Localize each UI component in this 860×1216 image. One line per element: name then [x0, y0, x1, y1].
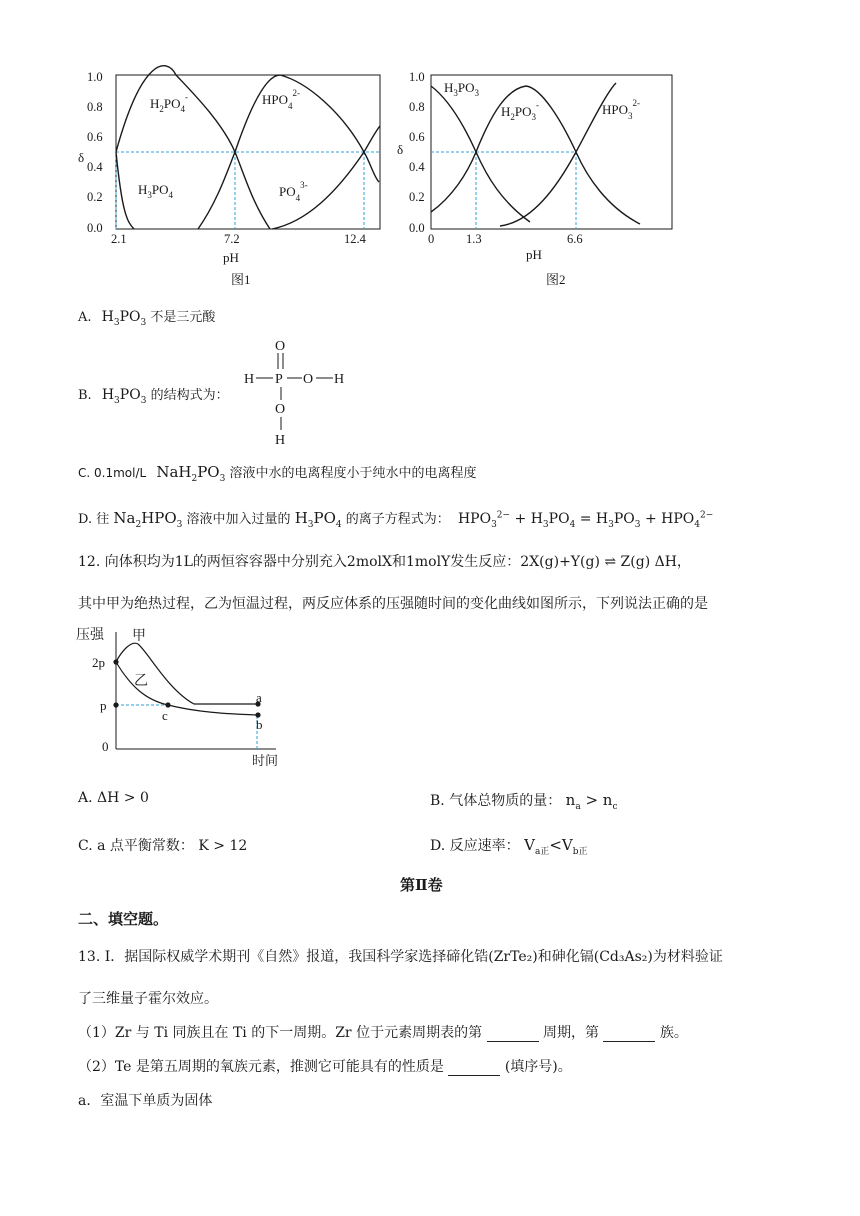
fig3-point-start	[113, 659, 118, 664]
q11-option-d-letter: D. 往	[78, 512, 110, 527]
fig2-ytick-1: 1.0	[409, 70, 425, 84]
q13-sub2-text1: （2）Te 是第五周期的氧族元素，推测它可能具有的性质是	[78, 1059, 444, 1075]
q11-option-b	[78, 384, 229, 406]
q11-option-d-formula1: $Na_2HPO_3$	[113, 509, 183, 530]
fig1-ytick-02: 0.2	[87, 190, 103, 204]
q11-option-a-text: 不是三元酸	[150, 310, 216, 325]
fig1-xtick-2.1: 2.1	[111, 232, 127, 246]
q11-option-b-letter: B.	[78, 388, 92, 403]
q11-option-d-text1: 溶液中加入过量的	[186, 512, 291, 527]
section-heading: 二、填空题。	[78, 910, 169, 928]
fig3-ylabel: 压强	[76, 628, 104, 643]
fig2-label-h3po3: $H_3PO_3$	[444, 80, 480, 98]
q11-option-c-text: 溶液中水的电离程度小于纯水中的电离程度	[229, 466, 477, 481]
fig2-xtick-0: 0	[428, 232, 435, 246]
q11-option-a-formula: $H_3PO_3$	[101, 309, 147, 328]
q11-option-d-equation: $HPO_3^{2-} + H_3PO_4 = H_3PO_3 + HPO_4^{2-}$	[457, 510, 714, 530]
fig1-ylabel: δ	[78, 150, 85, 165]
fig3-point-c	[165, 702, 170, 707]
fig2-ytick-02: 0.2	[409, 190, 425, 204]
fig3-ytick-p: p	[100, 698, 107, 713]
q11-option-b-formula: $H_3PO_3$	[101, 387, 147, 406]
fig1-ytick-08: 0.8	[87, 100, 103, 114]
q11-option-a-letter: A.	[78, 310, 92, 325]
struct-atom-p: P	[275, 372, 283, 387]
fig1-ytick-04: 0.4	[87, 160, 103, 174]
q11-option-a	[78, 306, 215, 328]
q13-blank-properties[interactable]	[448, 1062, 500, 1076]
fig3-point-p	[113, 702, 118, 707]
fig2-caption: 图2	[546, 272, 566, 287]
fig1-label-h2po4: $H_2PO_4^-$	[150, 92, 189, 114]
q12-option-d-text: D. 反应速率：	[430, 838, 520, 854]
fig2-ytick-08: 0.8	[409, 100, 425, 114]
fig1-caption: 图1	[231, 272, 251, 287]
figure-3-pressure-time	[76, 622, 296, 772]
struct-atom-o-top: O	[275, 339, 286, 354]
q12-option-a: A. ΔH > 0	[78, 790, 149, 806]
fig1-xtick-7.2: 7.2	[224, 232, 240, 246]
fig3-label-jia: 甲	[132, 629, 146, 644]
q13-item-a: a．室温下单质为固体	[78, 1093, 213, 1109]
q12-option-b-text: B. 气体总物质的量：	[430, 793, 562, 809]
q13-sub1-text2: 周期，第	[542, 1025, 599, 1041]
q11-option-d-text2: 的离子方程式为：	[345, 512, 450, 527]
fig2-ytick-04: 0.4	[409, 160, 425, 174]
struct-atom-h-right: H	[334, 372, 345, 387]
q11-option-d	[78, 508, 713, 530]
q12-stem-line2: 其中甲为绝热过程，乙为恒温过程，两反应体系的压强随时间的变化曲线如图所示，下列说法正确的是	[78, 596, 708, 612]
q13-sub2-text2: (填序号)。	[504, 1059, 572, 1075]
fig3-label-a: a	[256, 690, 262, 705]
struct-atom-o-right: O	[303, 372, 314, 387]
fig2-ytick-06: 0.6	[409, 130, 425, 144]
fig1-ytick-06: 0.6	[87, 130, 103, 144]
fig3-ytick-0: 0	[102, 739, 109, 754]
fig1-label-hpo4: $HPO_4^{2-}$	[262, 88, 301, 111]
fig1-curve-h2po4	[116, 66, 270, 229]
q11-option-b-text: 的结构式为：	[150, 388, 229, 403]
structural-formula	[240, 336, 360, 451]
fig2-xtick-1.3: 1.3	[466, 232, 482, 246]
q13-blank-period[interactable]	[487, 1028, 539, 1042]
fig2-xlabel: pH	[526, 247, 542, 262]
figure-2	[392, 62, 692, 292]
fig1-xlabel: pH	[223, 250, 239, 265]
q11-option-c-formula: $NaH_2PO_3$	[156, 463, 226, 484]
fig3-label-b: b	[256, 717, 263, 732]
q12-option-b-expr: $n_a > n_c$	[565, 791, 618, 812]
fig2-ytick-00: 0.0	[409, 221, 425, 235]
q13-sub1-text3: 族。	[659, 1025, 688, 1041]
fig3-xlabel: 时间	[252, 753, 279, 768]
q13-sub1	[78, 1022, 688, 1042]
q11-option-c	[78, 462, 477, 484]
fig1-curve-h3po4	[116, 152, 134, 229]
fig3-ytick-2p: 2p	[92, 655, 105, 670]
fig2-label-hpo3: $HPO_3^{2-}$	[602, 98, 641, 121]
figure-1	[72, 62, 392, 292]
fig3-label-c: c	[162, 708, 168, 723]
fig1-label-h3po4: $H_3PO_4$	[138, 182, 174, 200]
q12-option-c: C. a 点平衡常数： K > 12	[78, 838, 248, 854]
fig2-ylabel: δ	[397, 142, 404, 157]
q13-sub2	[78, 1056, 572, 1076]
fig1-ytick-00: 0.0	[87, 221, 103, 235]
q12-option-d-expr: $V_{a正}<V_{b正}$	[524, 836, 588, 857]
q13-blank-group[interactable]	[603, 1028, 655, 1042]
q13-line2: 了三维量子霍尔效应。	[78, 991, 218, 1007]
struct-atom-h-bottom: H	[275, 433, 286, 448]
fig3-label-yi: 乙	[134, 674, 148, 689]
q13-line1: 13. I．据国际权威学术期刊《自然》报道，我国科学家选择碲化锆(ZrTe₂)和砷化镉(Cd₃As₂)为材料验证	[78, 949, 723, 965]
struct-atom-h-left: H	[244, 372, 255, 387]
q12-option-b	[430, 790, 618, 812]
q11-option-c-letter: C. 0.1mol/L	[78, 466, 147, 480]
fig1-ytick-1: 1.0	[87, 70, 103, 84]
fig2-xtick-6.6: 6.6	[567, 232, 583, 246]
struct-atom-o-bottom: O	[275, 402, 286, 417]
q11-option-d-formula2: $H_3PO_4$	[294, 509, 342, 530]
fig1-label-po4: $PO_4^{3-}$	[279, 180, 308, 203]
fig2-label-h2po3: $H_2PO_3^-$	[501, 100, 540, 122]
q13-sub1-text1: （1）Zr 与 Ti 同族且在 Ti 的下一周期。Zr 位于元素周期表的第	[78, 1025, 483, 1041]
fig1-xtick-12.4: 12.4	[344, 232, 366, 246]
q12-option-d	[430, 835, 587, 857]
q12-stem-line1: 12. 向体积均为1L的两恒容容器中分别充入2molX和1molY发生反应：2X(g)+Y(g) ⇌ Z(g) ΔH，	[78, 554, 691, 570]
section-title: 第Ⅱ卷	[400, 876, 443, 894]
